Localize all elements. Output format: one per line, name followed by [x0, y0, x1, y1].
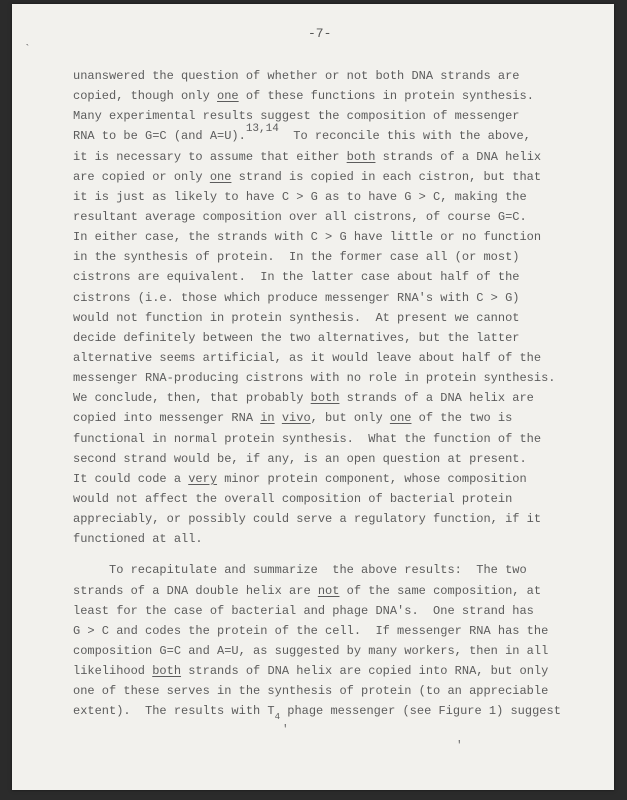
text-line	[73, 641, 561, 661]
text-segment: unanswered the question of whether or not both DNA strands are	[73, 69, 520, 83]
text-segment: cistrons are equivalent. In the latter case about half of the	[73, 270, 520, 285]
text-segment: strands of a DNA helix	[375, 149, 542, 164]
underlined-word: not	[317, 583, 340, 598]
text-line	[73, 529, 561, 549]
text-line	[73, 86, 561, 106]
text-line	[73, 187, 561, 207]
text-line	[73, 247, 561, 267]
underlined-word: vivo	[281, 411, 311, 426]
text-segment: G > C and codes the protein of the cell. If messenger RNA has the	[73, 623, 549, 638]
underlined-word: both	[310, 391, 340, 406]
document-body	[73, 66, 561, 722]
superscript-reference: 13,14	[245, 123, 279, 136]
text-line	[73, 681, 561, 701]
text-line	[73, 267, 561, 287]
underlined-word: one	[217, 89, 239, 104]
text-line	[73, 701, 561, 721]
text-segment: one of these serves in the synthesis of protein (to an appreciable	[73, 684, 549, 699]
text-segment: composition G=C and A=U, as suggested by many workers, then in all	[73, 643, 549, 658]
underlined-word: one	[389, 411, 412, 426]
text-segment: decide definitely between the two alternatives, but the latter	[73, 330, 520, 345]
text-segment: extent). The results with T	[73, 704, 275, 719]
text-segment: minor protein component, whose composition	[217, 471, 527, 486]
text-segment: strands of a DNA double helix are	[73, 583, 318, 598]
text-line	[73, 469, 561, 489]
text-line	[73, 123, 561, 146]
text-line	[73, 348, 561, 368]
text-line	[73, 560, 561, 580]
text-segment: likelihood	[73, 664, 153, 679]
document-page	[12, 4, 614, 790]
text-segment: copied, though only	[73, 89, 218, 104]
text-segment: of the same composition, at	[339, 583, 542, 598]
text-line	[73, 368, 561, 388]
text-segment	[275, 411, 282, 425]
text-line	[73, 429, 561, 449]
text-segment: strand is copied in each cistron, but that	[231, 169, 542, 184]
text-line	[73, 147, 561, 167]
underlined-word: very	[188, 471, 218, 486]
text-segment: in the synthesis of protein. In the former case all (or most)	[73, 250, 520, 265]
text-segment: We conclude, then, that probably	[73, 391, 311, 406]
text-segment: strands of a DNA helix are	[339, 391, 534, 406]
underlined-word: one	[209, 169, 232, 184]
text-segment: resultant average composition over all cistrons, of course G=C.	[73, 209, 527, 224]
text-segment: would not function in protein synthesis. At present we cannot	[73, 310, 520, 325]
text-line	[73, 66, 561, 86]
text-line	[73, 388, 561, 408]
text-segment: it is necessary to assume that either	[73, 149, 347, 164]
text-segment: Many experimental results suggest the composition of messenger	[73, 109, 520, 124]
stray-mark: '	[456, 740, 463, 752]
text-segment: strands of DNA helix are copied into RNA, but only	[181, 664, 549, 679]
text-line	[73, 227, 561, 247]
text-segment: functional in normal protein synthesis. What the function of the	[73, 431, 542, 446]
text-segment: To recapitulate and summarize the above results: The two	[73, 563, 527, 578]
stray-mark: '	[282, 724, 289, 736]
text-segment: messenger RNA-producing cistrons with no role in protein synthesis.	[73, 371, 556, 386]
text-line	[73, 581, 561, 601]
text-line	[73, 106, 561, 126]
underlined-word: in	[260, 411, 275, 426]
text-line	[73, 207, 561, 227]
text-segment: least for the case of bacterial and phage DNA's. One strand has	[73, 603, 534, 618]
page-number: -7-	[308, 26, 332, 41]
text-segment: functioned at all.	[73, 532, 203, 547]
paragraph-gap	[73, 549, 561, 560]
text-segment: RNA to be G=C (and A=U).	[73, 129, 246, 144]
text-line	[73, 489, 561, 509]
text-segment: In either case, the strands with C > G have little or no function	[73, 230, 542, 245]
underlined-word: both	[346, 149, 376, 164]
text-line	[73, 308, 561, 328]
text-line	[73, 449, 561, 469]
text-segment: phage messenger (see Figure 1) suggest	[280, 704, 561, 719]
underlined-word: both	[152, 664, 182, 679]
text-segment: To reconcile this with the above,	[278, 129, 531, 144]
text-line	[73, 621, 561, 641]
text-line	[73, 328, 561, 348]
text-line	[73, 408, 561, 428]
text-segment: , but only	[310, 411, 390, 426]
text-line	[73, 288, 561, 308]
text-segment: would not affect the overall composition of bacterial protein	[73, 491, 513, 506]
stray-mark: `	[24, 44, 31, 56]
text-line	[73, 661, 561, 681]
subscript: 4	[274, 712, 281, 723]
text-segment: It could code a	[73, 471, 189, 486]
text-segment: it is just as likely to have C > G as to have G > C, making the	[73, 189, 527, 204]
text-segment: are copied or only	[73, 169, 210, 184]
text-segment: copied into messenger RNA	[73, 411, 261, 426]
text-segment: appreciably, or possibly could serve a regulatory function, if it	[73, 512, 542, 527]
text-segment: alternative seems artificial, as it would leave about half of the	[73, 350, 542, 365]
text-line	[73, 509, 561, 529]
text-segment: cistrons (i.e. those which produce messenger RNA's with C > G)	[73, 290, 520, 305]
text-segment: of these functions in protein synthesis.	[238, 89, 534, 104]
text-segment: of the two is	[411, 411, 513, 426]
text-line	[73, 601, 561, 621]
text-line	[73, 167, 561, 187]
text-segment: second strand would be, if any, is an open question at present.	[73, 451, 527, 466]
